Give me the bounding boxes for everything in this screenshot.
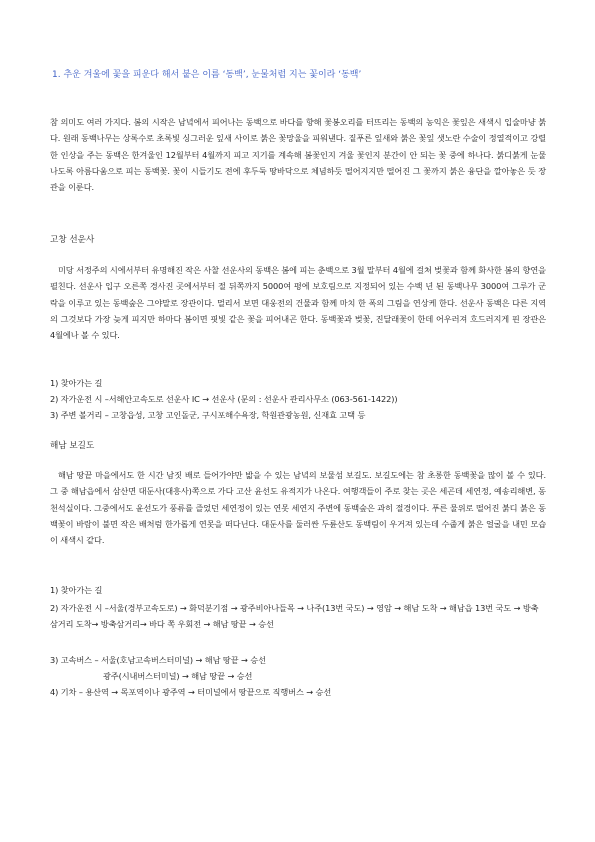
directions-line: 2) 자가운전 시 –서울(경부고속도로) → 화덕분기점 → 광주비아나들목 → 나주(13번 국도) → 영암 → 해남 도착 → 해남읍 13번 국도 → 방축삼거리 도착→ 방축삼거리→ 바다 쪽 우회전 → 해남 땅끝 → 승선 [50, 603, 539, 629]
section-heading: 1. 추운 겨울에 꽃을 피운다 해서 붙은 이름 ‘동백’, 눈물처럼 지는 꽃이라 ‘동백’ [52, 70, 362, 80]
directions-line: 1) 찾아가는 길 [50, 378, 103, 388]
directions-line: 광주(시내버스터미널) → 해남 땅끝 → 승선 [103, 671, 253, 681]
section-title-bogildo: 해남 보길도 [50, 441, 95, 451]
directions-line: 2) 자가운전 시 –서해안고속도로 선운사 IC → 선운사 (문의 : 선운사 관리사무소 (063-561-1422)) [50, 394, 398, 404]
intro-paragraph: 참 의미도 여러 가지다. 봄의 시작은 남녘에서 피어나는 동백으로 바다를 향해 꽃봉오리를 터뜨리는 동백의 농익은 꽃잎은 새색시 입술마냥 붉다. 원래 동백나무는 상록수로 초록빛 싱그러운 잎새 사이로 붉은 꽃망울을 피워낸다. 짙푸른 잎새와 붉은 꽃잎 샛노란 수술이 정열적이고 강렬한 인상을 주는 동백은 한겨울인 12월부터 4월까지 피고 지기를 계속해 봄꽃인지 겨울 꽃인지 분간이 안 되는 꽃 중에 하나다. 붉디붉게 눈물나도록 아름다움으로 피는 동백꽃. 꽃이 시들기도 전에 후두둑 땅바닥으로 체념하듯 떨어지지만 떨어진 그 꽃까지 붉은 융단을 깔아놓은 듯 장관을 이룬다. [50, 117, 546, 193]
directions-line: 3) 주변 볼거리 – 고창읍성, 고창 고인돌군, 구시포해수욕장, 학원관광농원, 신재효 고택 등 [50, 410, 366, 420]
directions-line: 3) 고속버스 – 서울(호남고속버스터미널) → 해남 땅끝 → 승선 [50, 655, 266, 665]
section-body-gochang: 미당 서정주의 시에서부터 유명해진 작은 사찰 선운사의 동백은 봄에 피는 춘백으로 3월 말부터 4월에 걸쳐 벚꽃과 함께 화사한 봄의 향연을 펼친다. 선운사 입구 오른쪽 경사진 곳에서부터 절 뒤쪽까지 5000여 평에 보호림으로 지정되어 있는 수백 년 된 동백나무 3000여 그루가 군락을 이루고 있는 동백숲은 그야말로 장관이다. 멀리서 보면 대웅전의 건물과 함께 마치 한 폭의 그림을 연상케 한다. 선운사 동백은 다른 지역의 그것보다 가장 늦게 피지만 하마다 봄이면 핏빛 같은 꽃을 피어내곤 한다. 동백꽃과 벚꽃, 진달래꽃이 한데 어우러져 흐드러지게 핀 장관은 4월에나 볼 수 있다. [50, 265, 546, 341]
directions-line: 1) 찾아가는 길 [50, 585, 103, 595]
section-title-gochang: 고창 선운사 [50, 235, 95, 245]
section-body-bogildo: 해남 땅끝 마을에서도 한 시간 남짓 배로 들어가야만 밟을 수 있는 남녘의 보물섬 보길도. 보길도에는 참 초롱한 동백꽃을 많이 볼 수 있다. 그 중 해남읍에서 삼산면 대둔사(대흥사)쪽으로 가다 고산 윤선도 유적지가 나온다. 여행객들이 주로 찾는 곳은 세곤데 세연정, 예송리해변, 동천석실이다. 그중에서도 윤선도가 풍류를 즐었던 세연정이 있는 연못 세연지 주변에 동백숲은 과히 절경이다. 푸른 물위로 떨어진 붉디 붉은 동백꽃이 바람이 불면 작은 배처럼 한가롭게 연못을 떠다닌다. 대둔사를 둘러싼 두륜산도 동백림이 우거져 있는데 수줍게 붉은 얼굴을 내민 모습이 새색시 같다. [50, 470, 546, 546]
directions-line: 4) 기차 – 용산역 → 목포역이나 광주역 → 터미널에서 땅끝으로 직행버스 → 승선 [50, 687, 332, 697]
